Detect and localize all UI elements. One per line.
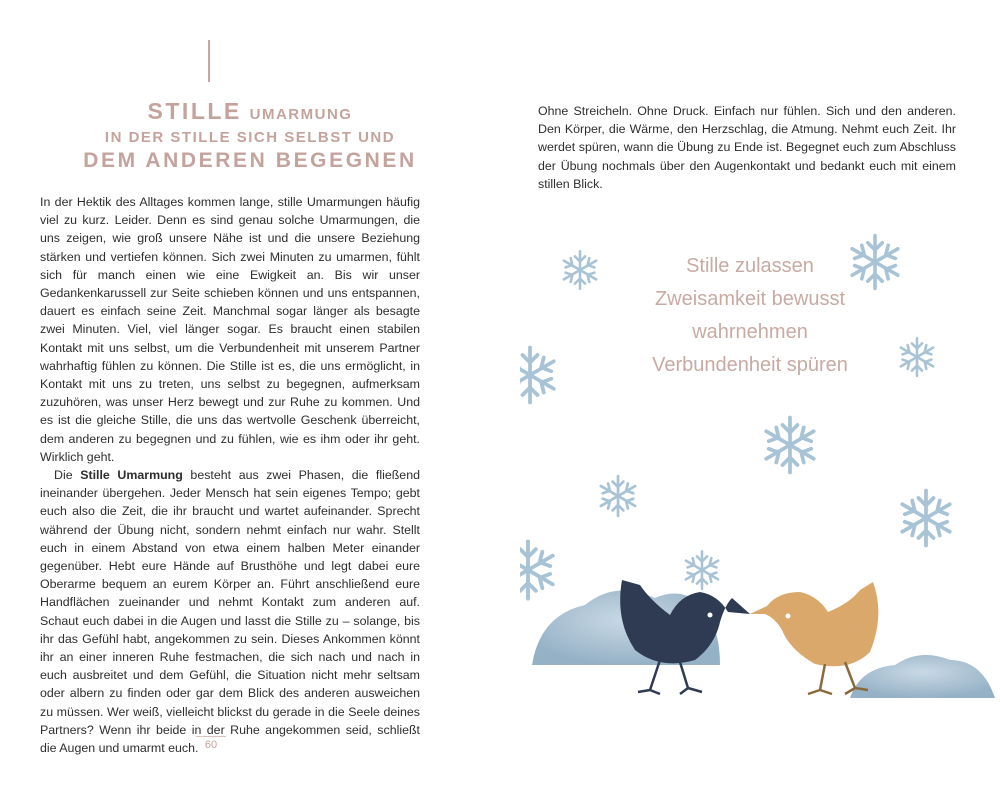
chapter-heading [40, 98, 460, 174]
paragraph-2-rest: besteht aus zwei Phasen, die fließend ineinander übergehen. Jeder Mensch hat sein eigenes Tempo; gebt euch also die Zeit, die ihr braucht und wartet aufeinander. Sprecht während der Übung nicht, sondern nehmt einfach nur wahr. Stellt euch in einem Abstand von etwa einem halben Meter einander gegenüber. Hebt eure Hände auf Brusthöhe und legt dabei eure Oberarme bequem an eurem Körper an. Führt anschließend eure Handflächen zueinander und nehmt Kontakt zum anderen auf. Schaut euch dabei in die Augen und lasst die Stille zu – solange, bis ihr das Gefühl habt, angekommen zu sein. Dieses Ankommen könnt ihr an einer inneren Ruhe festmachen, die sich nach und nach in euch ausbreitet und dem Gefühl, die Situation nicht mehr seltsam oder albern zu finden oder gar dem Blick des anderen ausweichen zu müssen. Wer weiß, vielleicht blickst du gerade in die Seele deines Partners? Wenn ihr beide in der Ruhe angekommen seid, schließt die Augen und umarmt euch. [40, 468, 420, 756]
snowflake-icon [686, 551, 718, 588]
heading-line-1 [40, 98, 460, 128]
snowflake-icon [766, 418, 814, 473]
left-body-text [40, 193, 420, 757]
heading-umarmung: UMARMUNG [249, 106, 353, 123]
snowflake-icon [601, 476, 635, 516]
heading-line-3: DEM ANDEREN BEGEGNEN [83, 149, 417, 172]
right-paragraph: Ohne Streicheln. Ohne Druck. Einfach nur fühlen. Sich und den anderen. Den Körper, die Wärme, den Herzschlag, die Atmung. Nehmt euch Zeit. Ihr werdet spüren, wann die Übung zu Ende ist. Begegnet euch zum Abschluss der Übung nochmals über den Augenkontakt und bedankt euch mit einem stillen Blick. [538, 104, 956, 191]
quote-line: Stille zulassen [686, 255, 814, 277]
paragraph-2 [40, 466, 420, 757]
snowflake-icon [564, 251, 596, 288]
snowflake-icon [901, 338, 933, 375]
light-bird-icon [750, 582, 878, 694]
paragraph-2-bold: Stille Umarmung [80, 468, 183, 483]
paragraph-1: In der Hektik des Alltages kommen lange, stille Umarmungen häufig viel zu kurz. Leider. Denn es sind genau solche Umarmungen, die uns zeigen, wie groß unsere Nähe ist und die unsere Beziehung stärken und vertiefen können. Sich zwei Minuten zu umarmen, fühlt sich für manch einen wie eine Ewigkeit an. Bis wir unser Gedankenkarussell zur Seite schieben können und uns entspannen, dauert es einfach seine Zeit. Manchmal sogar länger als besagte zwei Minuten. Viel, viel länger sogar. Es braucht einen stabilen Kontakt mit uns selbst, um die Verbundenheit mit unserem Partner wahrhaftig fühlen zu können. Die Stille ist es, die uns ermöglicht, in Kontakt mit uns zu treten, uns selbst zu begegnen, aufmerksam zuzuhören, was unser Herz bewegt und zur Ruhe zu kommen. Und es ist die gleiche Stille, die uns das wertvolle Geschenk überreicht, dem anderen zu begegnen und zu fühlen, wie es ihm oder ihr geht. Wirklich geht. [40, 195, 420, 464]
decorative-vertical-rule [208, 40, 210, 82]
quote-line: Zweisamkeit bewusst [654, 288, 846, 310]
quote-line: Verbundenheit spüren [652, 354, 848, 376]
paragraph-2-prefix: Die [54, 468, 81, 483]
snowflake-icon [902, 491, 950, 546]
heading-line-2: IN DER STILLE SICH SELBST UND [104, 129, 396, 146]
right-body-text [538, 102, 956, 193]
snowflake-icon [520, 348, 554, 403]
page-number: 60 [196, 736, 226, 751]
heading-stille: STILLE [147, 98, 242, 124]
snow-hill-right [850, 655, 995, 698]
snowflake-icon [520, 541, 553, 598]
right-page [500, 0, 1000, 800]
quote-line: wahrnehmen [692, 321, 808, 343]
quote-block [610, 250, 890, 382]
